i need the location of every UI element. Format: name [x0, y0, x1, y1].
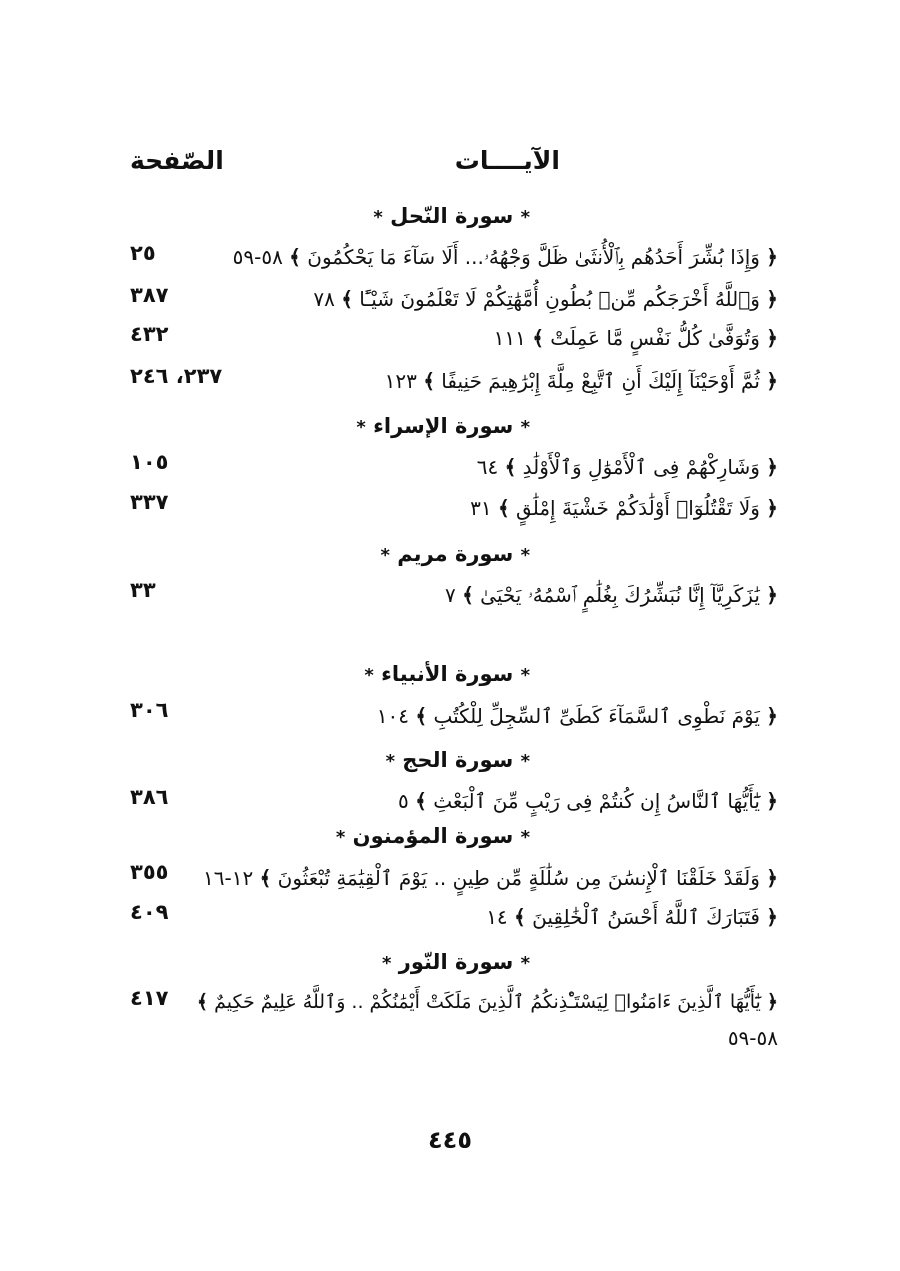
star-icon: *	[520, 751, 530, 772]
verse-number: ٧	[444, 583, 456, 607]
open-bracket: ﴿	[766, 866, 778, 890]
open-bracket: ﴿	[766, 704, 778, 728]
open-bracket: ﴿	[766, 583, 778, 607]
surah-heading-anbiya	[364, 662, 530, 686]
surah-title: سورة النّور	[398, 950, 514, 974]
star-icon: *	[364, 665, 374, 686]
page-number: ٣٣٧	[130, 490, 169, 514]
open-bracket: ﴿	[766, 496, 778, 520]
verse-text: ثُمَّ أَوْحَيْنَآ إِلَيْكَ أَنِ ٱتَّبِعْ مِلَّةَ إِبْرَٰهِيمَ حَنِيفًا	[441, 369, 760, 393]
star-icon: *	[356, 417, 366, 438]
surah-title: سورة الأنبياء	[381, 662, 514, 686]
surah-heading-isra	[356, 414, 530, 438]
surah-heading-nur	[382, 950, 530, 974]
verse-text: وَإِذَا بُشِّرَ أَحَدُهُم بِٱلْأُنثَىٰ ظَلَّ وَجْهُهُۥ... أَلَا سَآءَ مَا يَحْكُمُونَ	[307, 245, 760, 269]
verse-number: ٥٨-٥٩	[727, 1026, 778, 1050]
verse-number: ١٠٤	[376, 704, 409, 728]
verse-number: ٧٨	[313, 287, 335, 311]
surah-title: سورة الحج	[402, 748, 514, 772]
star-icon: *	[520, 953, 530, 974]
star-icon: *	[520, 417, 530, 438]
surah-title: سورة الإسراء	[373, 414, 514, 438]
open-bracket: ﴿	[766, 369, 778, 393]
close-bracket: ﴾	[497, 496, 510, 520]
verse-number: ٦٤	[476, 455, 499, 479]
surah-title: سورة مريم	[397, 542, 514, 566]
verse-text: يَٰزَكَرِيَّآ إِنَّا نُبَشِّرُكَ بِغُلَٰمٍ ٱسْمُهُۥ يَحْيَىٰ	[480, 583, 760, 607]
verse-text: يَوْمَ نَطْوِى ٱلسَّمَآءَ كَطَىِّ ٱلسِّجِلِّ لِلْكُتُبِ	[433, 704, 760, 728]
open-bracket: ﴿	[766, 287, 778, 311]
verse-text: فَتَبَارَكَ ٱللَّهُ أَحْسَنُ ٱلْخَٰلِقِينَ	[532, 905, 760, 929]
page-number: ٣٨٧	[130, 283, 169, 307]
close-bracket: ﴾	[196, 991, 209, 1013]
page-column-header: الصّفحة	[130, 146, 224, 175]
verse-text: يَٰٓأَيُّهَا ٱلنَّاسُ إِن كُنتُمْ فِى رَيْبٍ مِّنَ ٱلْبَعْثِ	[433, 789, 760, 813]
page-number: ١٠٥	[130, 450, 169, 474]
star-icon: *	[520, 207, 530, 228]
close-bracket: ﴾	[462, 583, 474, 607]
page-number: ٣٣	[130, 578, 156, 602]
verse-entry	[198, 493, 778, 523]
close-bracket: ﴾	[289, 245, 301, 269]
star-icon: *	[520, 827, 530, 848]
open-bracket: ﴿	[766, 905, 778, 929]
verse-entry	[198, 580, 778, 610]
surah-title: سورة المؤمنون	[352, 824, 514, 848]
verse-entry	[178, 863, 778, 893]
verse-text: وَشَارِكْهُمْ فِى ٱلْأَمْوَٰلِ وَٱلْأَوْلَٰدِ	[522, 455, 760, 479]
page-number: ٢٣٧، ٢٤٦	[130, 364, 223, 388]
folio-page-number: ٤٤٥	[428, 1126, 472, 1154]
verse-entry	[198, 242, 778, 272]
verse-entry	[198, 284, 778, 314]
verse-number: ٣١	[470, 496, 492, 520]
star-icon: *	[335, 827, 346, 848]
verse-entry	[198, 786, 778, 816]
verse-entry	[198, 701, 778, 731]
surah-heading-muminun	[336, 824, 530, 848]
close-bracket: ﴾	[415, 789, 427, 813]
star-icon: *	[385, 751, 395, 772]
verse-number: ١١١	[493, 326, 526, 350]
verse-entry	[198, 452, 778, 482]
verse-text: وَلَا تَقْتُلُوٓا۟ أَوْلَٰدَكُمْ خَشْيَةَ إِمْلَٰقٍ	[516, 496, 760, 520]
surah-heading-hajj	[386, 748, 530, 772]
page-number: ٤٠٩	[130, 900, 169, 924]
verse-text: وَتُوَفَّىٰ كُلُّ نَفْسٍ مَّا عَمِلَتْ	[550, 326, 760, 350]
verse-entry	[178, 987, 778, 1017]
verse-number: ٥	[398, 789, 409, 813]
verse-text: يَٰٓأَيُّهَا ٱلَّذِينَ ءَامَنُوا۟ لِيَسْتَـْٔذِنكُمُ ٱلَّذِينَ مَلَكَتْ أَيْمَٰنُكُمْ .. وَٱللَّهُ عَلِيمٌ حَكِيمٌ	[214, 991, 761, 1013]
star-icon: *	[380, 545, 390, 566]
page-number: ٤٣٢	[130, 322, 169, 346]
page-number: ٣٨٦	[130, 785, 169, 809]
close-bracket: ﴾	[341, 287, 353, 311]
star-icon: *	[520, 665, 530, 686]
close-bracket: ﴾	[415, 704, 428, 728]
surah-heading-nahl	[373, 204, 530, 228]
close-bracket: ﴾	[423, 369, 435, 393]
verse-number: ١٢٣	[384, 369, 417, 393]
surah-title: سورة النّحل	[390, 204, 514, 228]
verse-entry	[198, 902, 778, 932]
verse-number: ١٢-١٦	[203, 866, 254, 890]
open-bracket: ﴿	[766, 326, 778, 350]
open-bracket: ﴿	[766, 245, 778, 269]
open-bracket: ﴿	[766, 789, 778, 813]
page-number: ٢٥	[130, 241, 156, 265]
verse-number: ٥٨-٥٩	[232, 245, 283, 269]
open-bracket: ﴿	[766, 991, 778, 1013]
star-icon: *	[373, 207, 383, 228]
page-number: ٣٠٦	[130, 698, 169, 722]
verse-text: وَٱللَّهُ أَخْرَجَكُم مِّنۢ بُطُونِ أُمَّهَٰتِكُمْ لَا تَعْلَمُونَ شَيْـًٔا	[359, 287, 760, 311]
close-bracket: ﴾	[259, 866, 272, 890]
verse-number: ١٤	[486, 905, 508, 929]
verses-column-header: الآيــــات	[454, 146, 560, 175]
verse-text: وَلَقَدْ خَلَقْنَا ٱلْإِنسَٰنَ مِن سُلَٰلَةٍ مِّن طِينٍ .. يَوْمَ ٱلْقِيَٰمَةِ تُبْعَثُونَ	[277, 866, 760, 890]
verse-entry	[198, 366, 778, 396]
surah-heading-maryam	[380, 542, 530, 566]
star-icon: *	[520, 545, 530, 566]
page-number: ٣٥٥	[130, 860, 169, 884]
close-bracket: ﴾	[504, 455, 517, 479]
star-icon: *	[382, 953, 392, 974]
close-bracket: ﴾	[514, 905, 526, 929]
open-bracket: ﴿	[766, 455, 778, 479]
close-bracket: ﴾	[532, 326, 544, 350]
page-number: ٤١٧	[130, 986, 169, 1010]
verse-entry	[198, 323, 778, 353]
